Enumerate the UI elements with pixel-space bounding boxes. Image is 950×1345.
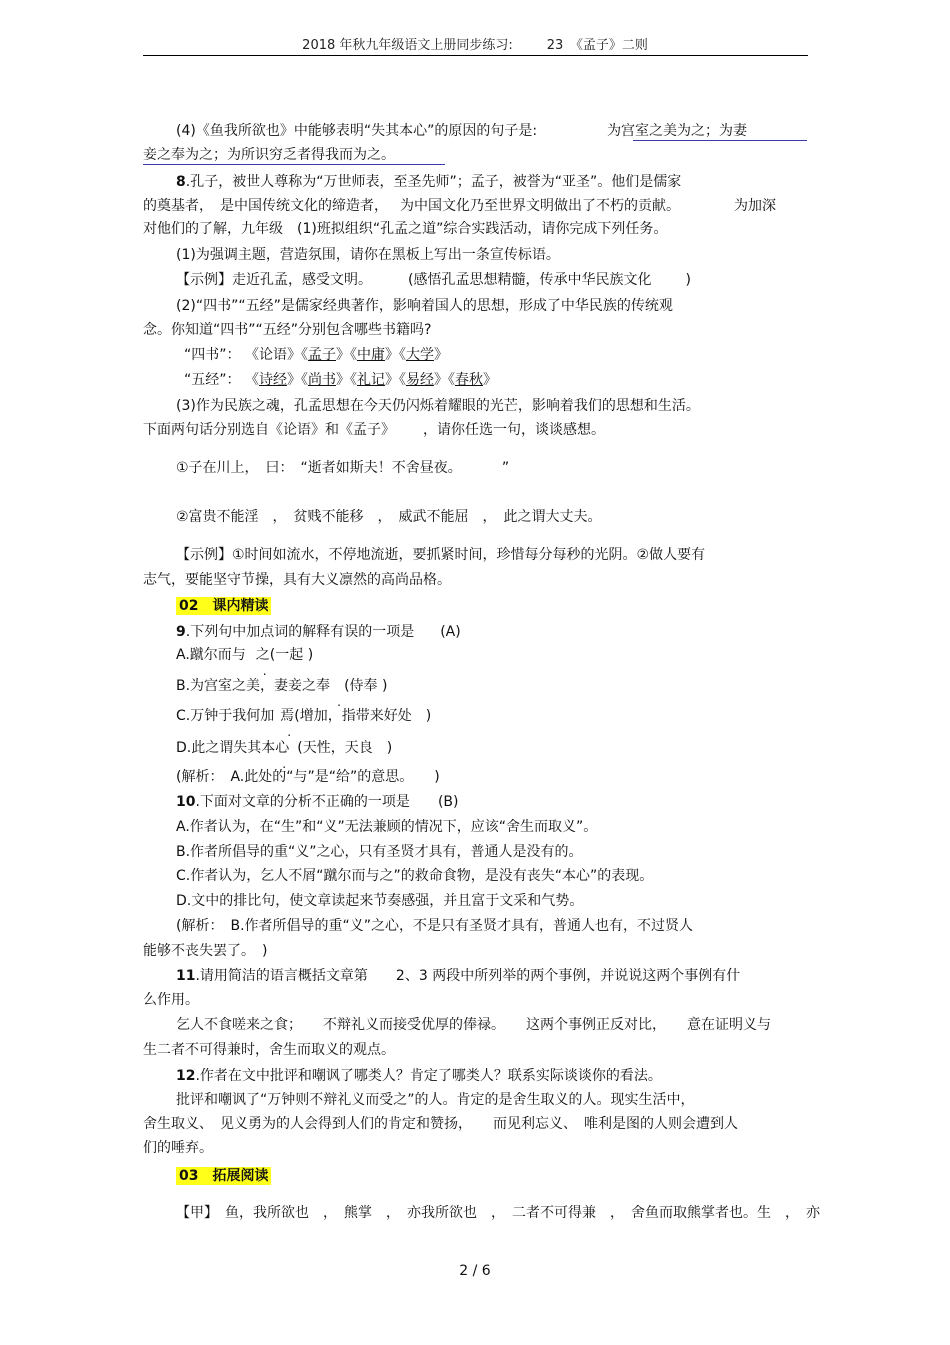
q11-answer-a: 乞人不食嗟来之食； 不辩礼义而接受优厚的俸禄。 这两个事例正反对比， 意在证明义与 <box>176 1017 771 1033</box>
q11-answer-b: 生二者不可得兼时，舍生而取义的观点。 <box>143 1042 395 1058</box>
quote-2: ②富贵不能淫 ， 贫贱不能移 ， 威武不能屈 ， 此之谓大丈夫。 <box>176 509 602 525</box>
header-rule <box>143 55 808 56</box>
q8-task3-example-a: 【示例】①时间如流水，不停地流逝，要抓紧时间，珍惜每分每秒的光阴。②做人要有 <box>176 547 706 563</box>
q7-4-answer-b: 妾之奉为之；为所识穷乏者得我而为之。 <box>143 147 395 163</box>
q10-option-b: B.作者所倡导的重“义”之心，只有圣贤才具有，普通人是没有的。 <box>176 844 583 860</box>
book-name: 孟子 <box>307 347 336 363</box>
q10-stem: 10.下面对文章的分析不正确的一项是 (B) <box>176 794 459 810</box>
q7-4-question: (4)《鱼我所欲也》中能够表明“失其本心”的原因的句子是: 为宫室之美为之；为妻 <box>176 123 748 139</box>
q8-task3-a: (3)作为民族之魂，孔孟思想在今天仍闪烁着耀眼的光芒，影响着我们的思想和生活。 <box>176 398 700 414</box>
reading-passage: 【甲】 鱼，我所欲也 ， 熊掌 ， 亦我所欲也 ， 二者不可得兼 ， 舍鱼而取熊掌者也。生 ， 亦 <box>176 1205 820 1221</box>
page-number: 2 / 6 <box>459 1263 491 1279</box>
section-heading-02: 02 课内精读 <box>176 596 271 616</box>
q9-option-a: A.蹴尔而与 之(一起 ) <box>176 647 314 663</box>
wujing-line: “五经”： 《诗经》《尚书》《礼记》《易经》《春秋》 <box>184 372 497 388</box>
q11-stem-a: 11.请用简洁的语言概括文章第 2、3 两段中所列举的两个事例，并说说这两个事例有什 <box>176 968 741 984</box>
answer-underline <box>633 140 807 141</box>
q10-option-a: A.作者认为，在“生”和“义”无法兼顾的情况下，应该“舍生而取义”。 <box>176 819 598 835</box>
q9-option-b: B.为宫室之美，妻妾之奉 . (侍奉 ) <box>176 676 387 696</box>
book-name: 诗经 <box>258 372 287 388</box>
book-name: 春秋 <box>454 372 483 388</box>
q9-stem: 9.下列句中加点词的解释有误的一项是 (A) <box>176 624 461 640</box>
q9-option-d: D.此之谓失其本心 (天性，天良 ) <box>176 740 393 756</box>
q9-option-c: C.万钟于我何加 焉(增加，指带来好处 ) <box>176 708 432 724</box>
q10-explanation-a: (解析： B.作者所倡导的重“义”之心，不是只有圣贤才具有，普通人也有，不过贤人 <box>176 918 694 934</box>
q10-explanation-b: 能够不丧失罢了。 ) <box>143 943 268 959</box>
q9-explanation: (解析： A.此处的“与”是“给”的意思。 ) <box>176 769 440 785</box>
q8-task2-b: 念。你知道“四书”“五经”分别包含哪些书籍吗? <box>143 322 432 338</box>
header-lesson: 23 《孟子》二则 <box>546 38 648 53</box>
q9-answer: (A) <box>440 624 461 640</box>
page-header <box>0 34 950 53</box>
q12-answer-b: 舍生取义、 见义勇为的人会得到人们的肯定和赞扬， 而见利忘义、 唯利是图的人则会遭到人 <box>143 1116 738 1132</box>
q12-answer-c: 们的唾弃。 <box>143 1140 213 1156</box>
header-title: 2018 年秋九年级语文上册同步练习: <box>302 38 513 53</box>
book-name: 中庸 <box>356 347 385 363</box>
q11-stem-b: 么作用。 <box>143 992 199 1008</box>
q8-task3-b: 下面两句话分别选自《论语》和《孟子》 ，请你任选一句，谈谈感想。 <box>143 422 605 438</box>
q8-task2-a: (2)“四书”“五经”是儒家经典著作，影响着国人的思想，形成了中华民族的传统观 <box>176 298 673 314</box>
q10-option-d: D.文中的排比句，使文章读起来节奏感强，并且富于文采和气势。 <box>176 893 584 909</box>
q12-stem: 12.作者在文中批评和嘲讽了哪类人？肯定了哪类人？联系实际谈谈你的看法。 <box>176 1068 662 1084</box>
q10-option-c: C.作者认为，乞人不屑“蹴尔而与之”的救命食物，是没有丧失“本心”的表现。 <box>176 868 654 884</box>
q8-line3: 对他们的了解，九年级 (1)班拟组织“孔孟之道”综合实践活动，请你完成下列任务。 <box>143 221 668 237</box>
book-name: 大学 <box>405 347 434 363</box>
q7-4-answer-a: 为宫室之美为之；为妻 <box>607 123 748 139</box>
q12-answer-a: 批评和嘲讽了“万钟则不辩礼义而受之”的人。肯定的是舍生取义的人。现实生活中， <box>176 1092 695 1108</box>
q8-line2: 的奠基者， 是中国传统文化的缔造者， 为中国文化乃至世界文明做出了不朽的贡献。 为加深 <box>143 198 776 214</box>
book-name: 尚书 <box>307 372 336 388</box>
answer-underline <box>143 164 445 165</box>
quote-1: ①子在川上， 曰： “逝者如斯夫！不舍昼夜。 ” <box>176 460 510 476</box>
q10-answer: (B) <box>437 794 459 810</box>
q8-line1: 8.孔子，被世人尊称为“万世师表，至圣先师”；孟子，被誉为“亚圣”。他们是儒家 <box>176 174 682 190</box>
sishu-line: “四书”： 《论语》《孟子》《中庸》《大学》 <box>184 347 448 363</box>
section-heading-03: 03 拓展阅读 <box>176 1166 271 1186</box>
q8-task3-example-b: 志气，要能坚守节操，具有大义凛然的高尚品格。 <box>143 572 451 588</box>
book-name: 礼记 <box>356 372 385 388</box>
q8-task1: (1)为强调主题，营造氛围，请你在黑板上写出一条宣传标语。 <box>176 247 560 263</box>
book-name: 易经 <box>405 372 434 388</box>
q8-task1-example: 【示例】走近孔孟，感受文明。 (感悟孔孟思想精髓，传承中华民族文化 ) <box>176 272 691 288</box>
